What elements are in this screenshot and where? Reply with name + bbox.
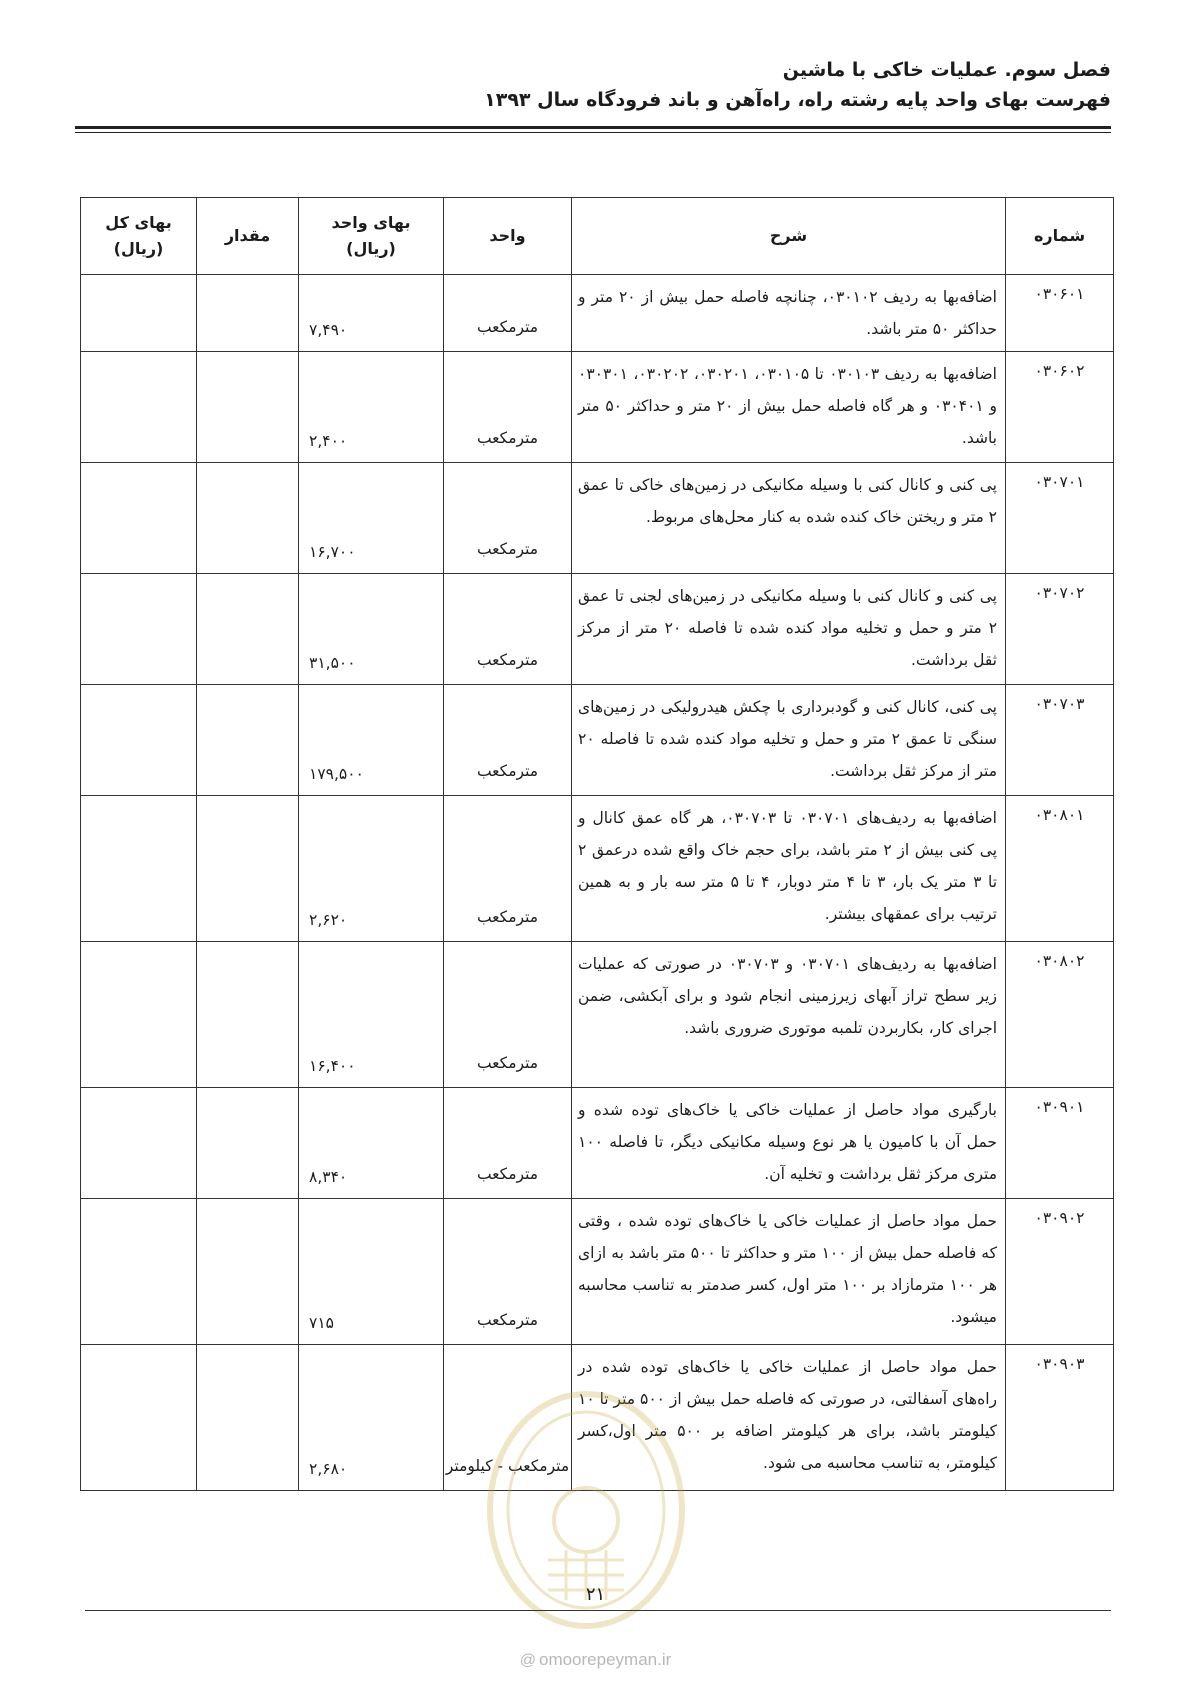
footer-rule <box>85 1610 1111 1611</box>
header-rule <box>75 126 1111 129</box>
row-description: پی کنی و کانال کنی با وسیله مکانیکی در زمین‌های لجنی تا عمق ۲ متر و حمل و تخلیه مواد کنده شده تا فاصله ۲۰ متر از مرکز ثقل برداشت. <box>572 574 1006 685</box>
row-total <box>81 574 197 685</box>
row-unit-price: ۲,۶۸۰ <box>299 1345 444 1491</box>
row-description: پی کنی و کانال کنی با وسیله مکانیکی در زمین‌های خاکی تا عمق ۲ متر و ریختن خاک کنده شده به کنار محل‌های مربوط. <box>572 463 1006 574</box>
row-unit-price: ۷,۴۹۰ <box>299 275 444 352</box>
table-row <box>81 574 1114 685</box>
row-total <box>81 1345 197 1491</box>
at-icon: @ <box>519 1652 536 1669</box>
row-quantity <box>197 1088 299 1199</box>
row-code: ۰۳۰۷۰۲ <box>1006 574 1114 685</box>
row-unit: مترمکعب <box>444 352 572 463</box>
row-quantity <box>197 1199 299 1345</box>
header-code: شماره <box>1006 198 1114 275</box>
header-rule-thin <box>75 132 1111 133</box>
table-row <box>81 1199 1114 1345</box>
row-total <box>81 942 197 1088</box>
row-total <box>81 1199 197 1345</box>
header-total <box>81 198 197 275</box>
header-unit-price-currency: (ریال) <box>346 239 396 258</box>
row-description: پی کنی، کانال کنی و گودبرداری با چکش هیدرولیکی در زمین‌های سنگی تا عمق ۲ متر و حمل و تخلیه مواد کنده شده تا فاصله ۲۰ متر از مرکز ثقل برداشت. <box>572 685 1006 796</box>
row-unit: مترمکعب - کیلومتر <box>444 1345 572 1491</box>
row-quantity <box>197 942 299 1088</box>
row-description: حمل مواد حاصل از عملیات خاکی یا خاک‌های توده شده ، وقتی که فاصله حمل بیش از ۱۰۰ متر و حداکثر تا ۵۰۰ متر باشد به ازای هر ۱۰۰ مترمازاد بر ۱۰۰ متر اول، کسر صدمتر به تناسب محاسبه میشود. <box>572 1199 1006 1345</box>
row-unit: مترمکعب <box>444 796 572 942</box>
row-code: ۰۳۰۹۰۳ <box>1006 1345 1114 1491</box>
header-quantity: مقدار <box>197 198 299 275</box>
row-unit-price: ۳۱,۵۰۰ <box>299 574 444 685</box>
row-code: ۰۳۰۶۰۱ <box>1006 275 1114 352</box>
price-table <box>80 197 1114 1491</box>
row-quantity <box>197 463 299 574</box>
row-unit-price: ۲,۶۲۰ <box>299 796 444 942</box>
row-unit-price: ۱۶,۴۰۰ <box>299 942 444 1088</box>
row-quantity <box>197 685 299 796</box>
chapter-title: فصل سوم. عملیات خاکی با ماشین <box>782 59 1111 81</box>
row-unit: مترمکعب <box>444 942 572 1088</box>
row-quantity <box>197 352 299 463</box>
row-description: بارگیری مواد حاصل از عملیات خاکی یا خاک‌های توده شده و حمل آن با کامیون یا هر نوع وسیله مکانیکی دیگر، تا فاصله ۱۰۰ متری مرکز ثقل برداشت و تخلیه آن. <box>572 1088 1006 1199</box>
row-unit-price: ۲,۴۰۰ <box>299 352 444 463</box>
page-header <box>75 55 1111 115</box>
row-unit-price: ۱۷۹,۵۰۰ <box>299 685 444 796</box>
row-description: اضافه‌بها به ردیف ۰۳۰۱۰۲، چنانچه فاصله حمل بیش از ۲۰ متر و حداکثر ۵۰ متر باشد. <box>572 275 1006 352</box>
row-description: اضافه‌بها به ردیف ۰۳۰۱۰۳ تا ۰۳۰۱۰۵، ۰۳۰۲۰۱، ۰۳۰۲۰۲، ۰۳۰۳۰۱ و ۰۳۰۴۰۱ و هر گاه فاصله حمل بیش از ۲۰ متر و حداکثر ۵۰ متر باشد. <box>572 352 1006 463</box>
row-code: ۰۳۰۶۰۲ <box>1006 352 1114 463</box>
header-total-label: بهای کل <box>105 213 172 232</box>
table-row <box>81 463 1114 574</box>
row-code: ۰۳۰۷۰۱ <box>1006 463 1114 574</box>
row-total <box>81 796 197 942</box>
row-total <box>81 463 197 574</box>
row-unit: مترمکعب <box>444 1088 572 1199</box>
row-description: اضافه‌بها به ردیف‌های ۰۳۰۷۰۱ تا ۰۳۰۷۰۳، هر گاه عمق کانال و پی کنی بیش از ۲ متر باشد، برای حجم خاک واقع شده درعمق ۲ تا ۳ متر یک بار، ۳ تا ۴ متر دوبار، ۴ تا ۵ متر سه بار و به همین ترتیب برای عمقهای بیشتر. <box>572 796 1006 942</box>
row-unit: مترمکعب <box>444 574 572 685</box>
table-row <box>81 1088 1114 1199</box>
row-total <box>81 1088 197 1199</box>
row-quantity <box>197 796 299 942</box>
row-description: حمل مواد حاصل از عملیات خاکی یا خاک‌های توده شده در راه‌های آسفالتی، در صورتی که فاصله حمل بیش از ۵۰۰ متر تا ۱۰ کیلومتر باشد، برای هر کیلومتر اضافه بر ۵۰۰ متر اول،کسر کیلومتر، به تناسب محاسبه می شود. <box>572 1345 1006 1491</box>
row-description: اضافه‌بها به ردیف‌های ۰۳۰۷۰۱ و ۰۳۰۷۰۳ در صورتی که عملیات زیر سطح تراز آبهای زیرزمینی انجام شود و برای آبکشی، ضمن اجرای کار، بکاربردن تلمبه موتوری ضروری باشد. <box>572 942 1006 1088</box>
header-unit: واحد <box>444 198 572 275</box>
table-header-row <box>81 198 1114 275</box>
row-code: ۰۳۰۹۰۱ <box>1006 1088 1114 1199</box>
table-row <box>81 685 1114 796</box>
row-total <box>81 685 197 796</box>
table-row <box>81 1345 1114 1491</box>
row-total <box>81 352 197 463</box>
row-code: ۰۳۰۹۰۲ <box>1006 1199 1114 1345</box>
document-title: فهرست بهای واحد پایه رشته راه، راه‌آهن و باند فرودگاه سال ۱۳۹۳ <box>484 89 1111 111</box>
row-total <box>81 275 197 352</box>
table-row <box>81 942 1114 1088</box>
row-unit: مترمکعب <box>444 275 572 352</box>
row-unit: مترمکعب <box>444 685 572 796</box>
row-quantity <box>197 275 299 352</box>
header-total-currency: (ریال) <box>113 239 164 258</box>
header-unit-price-label: بهای واحد <box>331 213 411 232</box>
row-quantity <box>197 574 299 685</box>
footer-site[interactable] <box>0 1650 1191 1670</box>
table-row <box>81 352 1114 463</box>
row-quantity <box>197 1345 299 1491</box>
row-unit: مترمکعب <box>444 463 572 574</box>
row-unit-price: ۸,۳۴۰ <box>299 1088 444 1199</box>
row-unit: مترمکعب <box>444 1199 572 1345</box>
table-row <box>81 275 1114 352</box>
header-unit-price <box>299 198 444 275</box>
row-unit-price: ۷۱۵ <box>299 1199 444 1345</box>
row-code: ۰۳۰۸۰۱ <box>1006 796 1114 942</box>
row-code: ۰۳۰۸۰۲ <box>1006 942 1114 1088</box>
footer-site-label: omoorepeyman.ir <box>538 1650 672 1669</box>
table-row <box>81 796 1114 942</box>
row-unit-price: ۱۶,۷۰۰ <box>299 463 444 574</box>
header-description: شرح <box>572 198 1006 275</box>
row-code: ۰۳۰۷۰۳ <box>1006 685 1114 796</box>
page-number: ۲۱ <box>585 1584 606 1605</box>
